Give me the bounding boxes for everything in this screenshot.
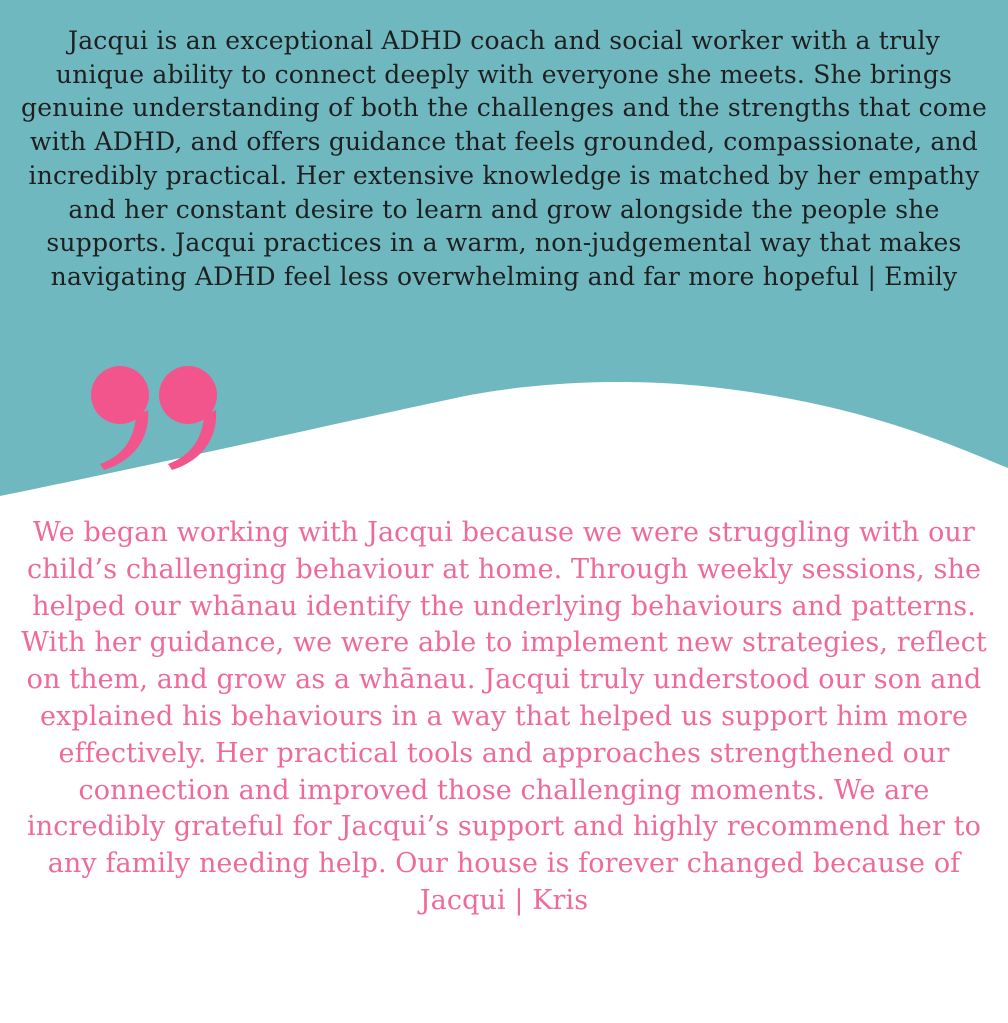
testimonial-kris: We began working with Jacqui because we were struggling with our child’s challenging behaviour at home. Through weekly sessions, she helped our whānau identify the underlying behaviours and patterns. With her guidance, we were able to implement new strategies, reflect on them, and grow as a whānau. Jacqui truly understood our son and explained his behaviours in a way that helped us support him more effectively. Her practical tools and approaches strengthened our connection and improved those challenging moments. We are incredibly grateful for Jacqui’s support and highly recommend her to any family needing help. Our house is forever changed because of Jacqui | Kris (21, 517, 987, 916)
testimonial-emily: Jacqui is an exceptional ADHD coach and social worker with a truly unique ability to connect deeply with everyone she meets. She brings genuine understanding of both the challenges and the strengths that come with ADHD, and offers guidance that feels grounded, compassionate, and incredibly practical. Her extensive knowledge is matched by her empathy and her constant desire to learn and grow alongside the people she supports. Jacqui practices in a warm, non-judgemental way that makes navigating ADHD feel less overwhelming and far more hopeful | Emily (21, 26, 987, 291)
closing-double-quote-icon (84, 362, 234, 472)
